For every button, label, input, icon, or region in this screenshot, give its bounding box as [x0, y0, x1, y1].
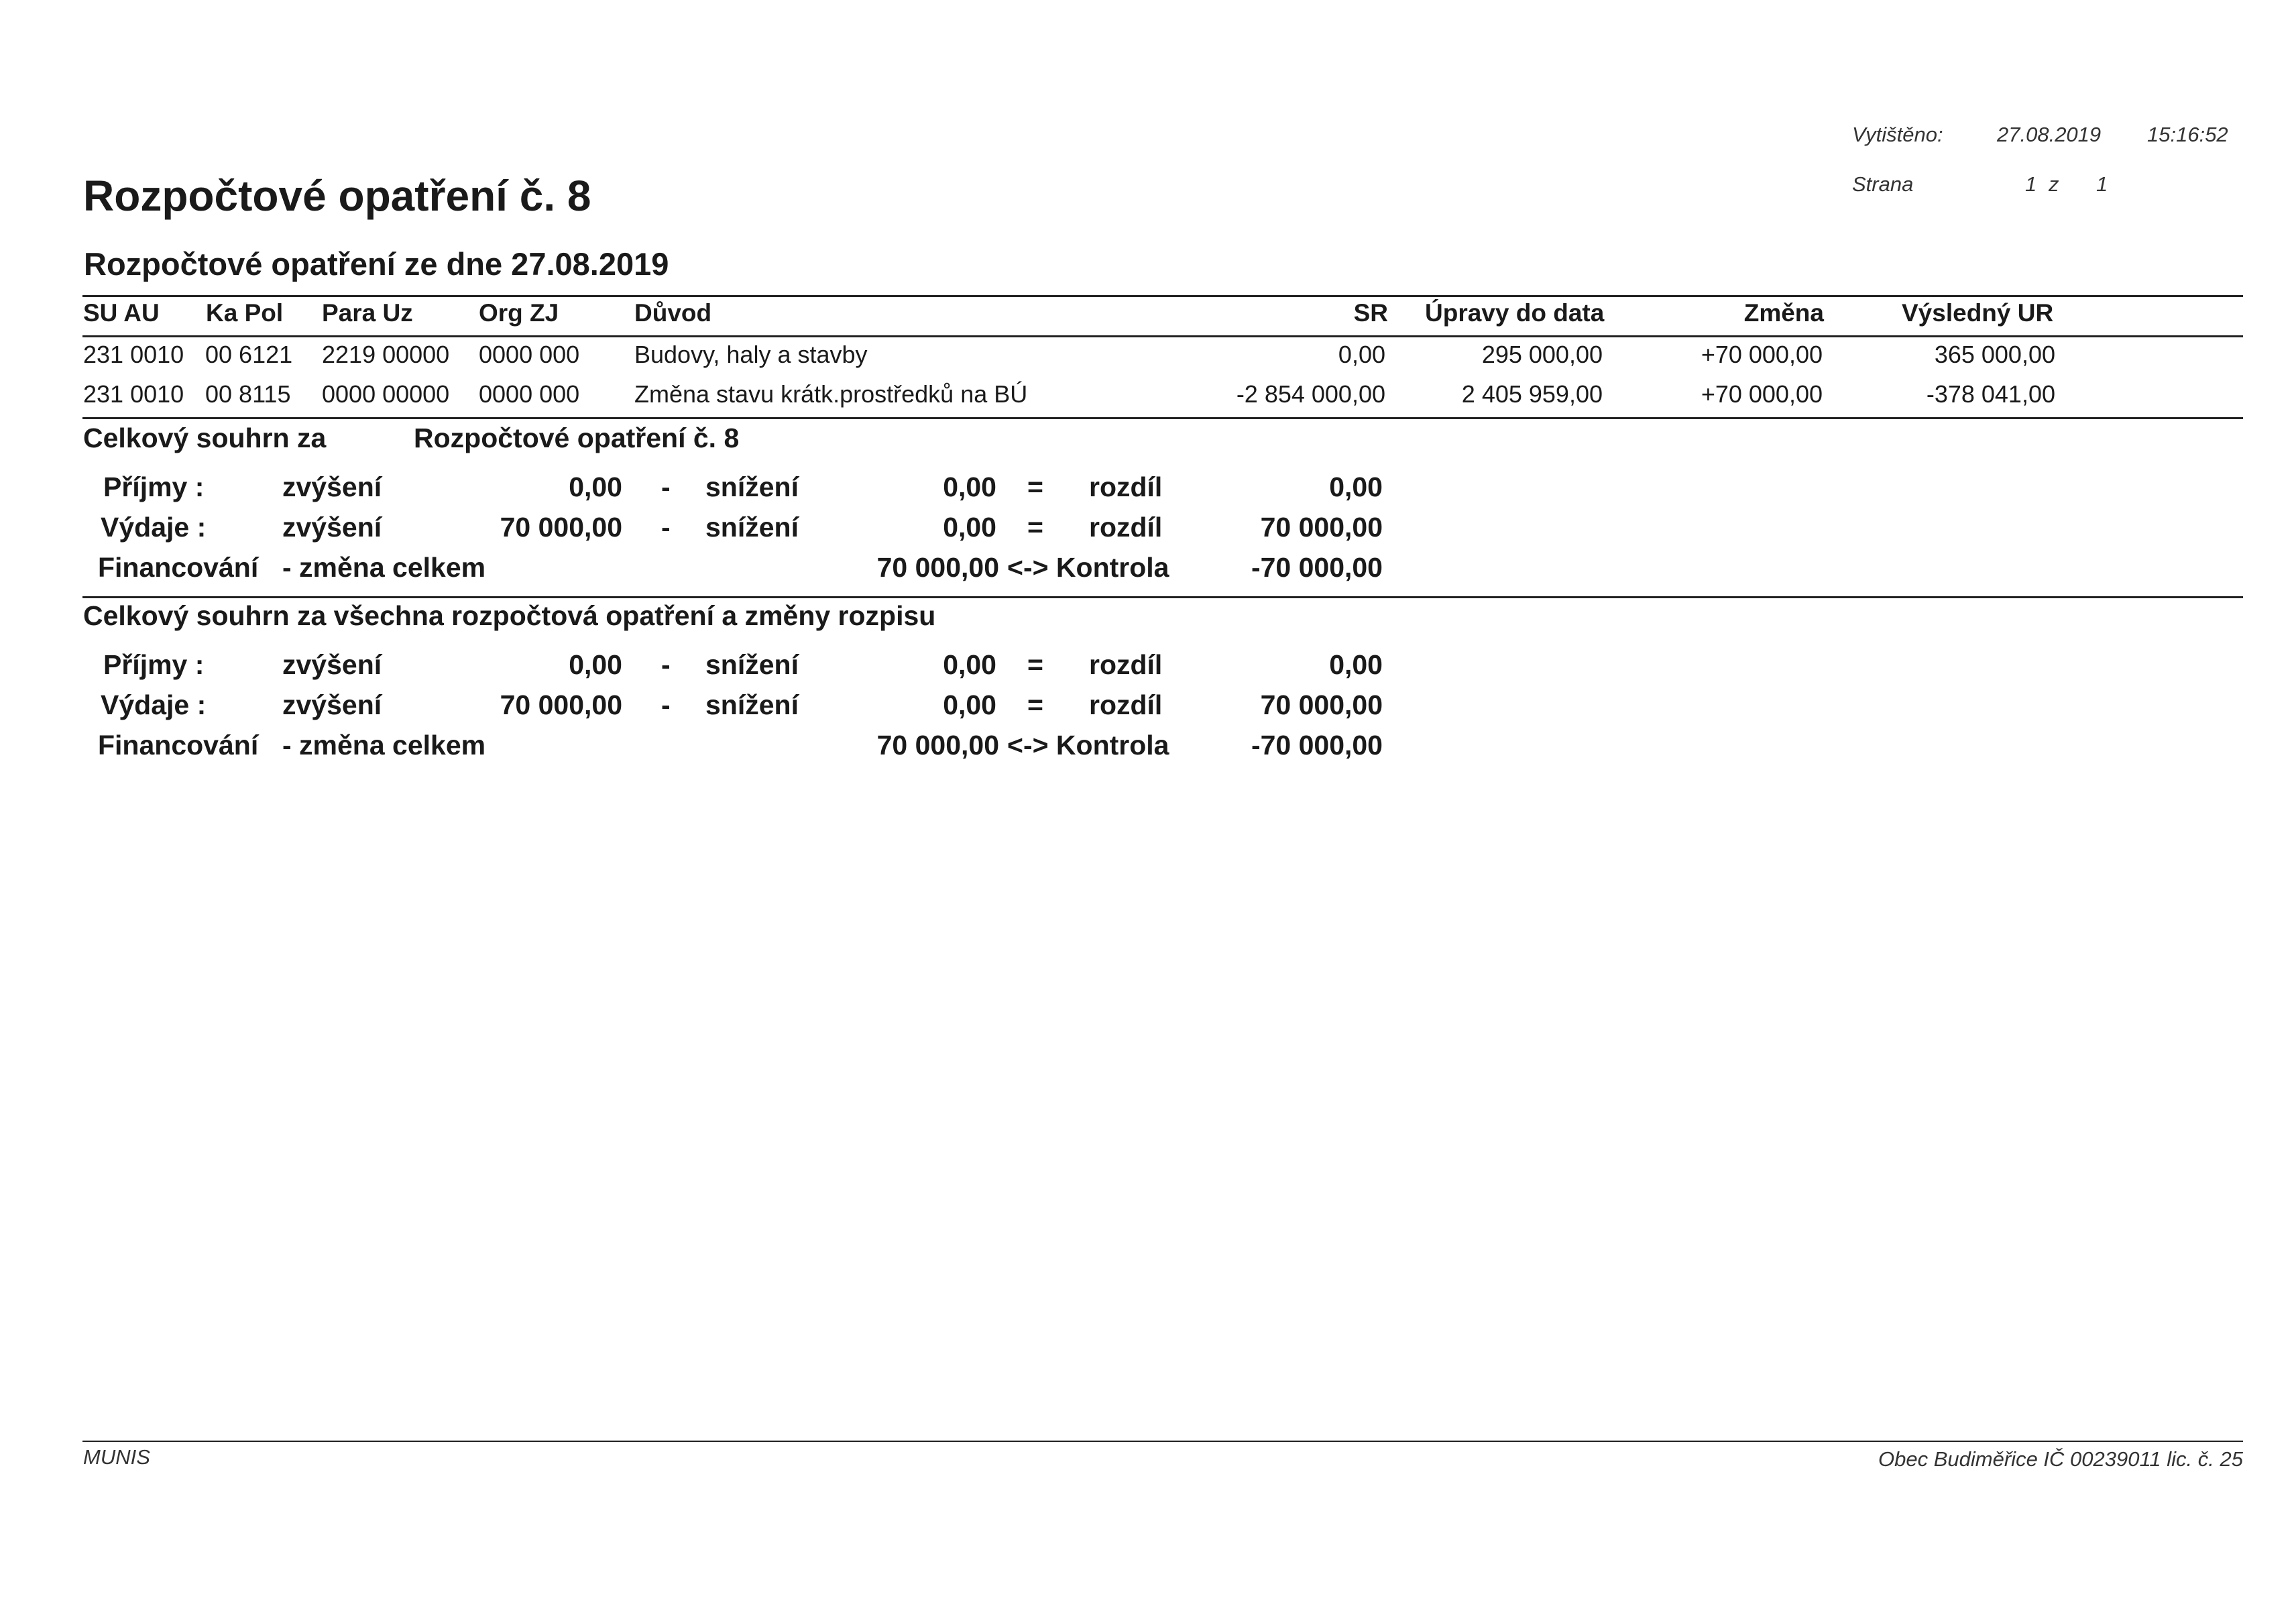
increase-label: zvýšení — [282, 689, 382, 720]
cell-para-uz: 2219 00000 — [322, 341, 450, 368]
page-subtitle: Rozpočtové opatření ze dne 27.08.2019 — [84, 246, 669, 282]
cell-su-au: 231 0010 — [83, 380, 184, 408]
col-header-sr: SR — [1353, 299, 1388, 327]
printed-time: 15:16:52 — [2147, 123, 2228, 146]
row-label: Výdaje : — [101, 689, 207, 720]
col-header-ka-pol: Ka Pol — [206, 299, 284, 327]
minus-sign: - — [661, 689, 671, 720]
decrease-value: 0,00 — [943, 649, 996, 680]
cell-duvod: Budovy, haly a stavby — [634, 341, 868, 368]
equals-sign: = — [1027, 471, 1043, 502]
difference-value: 70 000,00 — [1260, 689, 1383, 720]
row-label: Výdaje : — [101, 512, 207, 543]
increase-label: zvýšení — [282, 512, 382, 543]
row-label: Financování — [98, 730, 259, 761]
decrease-label: snížení — [705, 649, 799, 680]
page-sep: z — [2049, 172, 2059, 196]
printed-date: 27.08.2019 — [1997, 123, 2102, 146]
cell-duvod: Změna stavu krátk.prostředků na BÚ — [634, 380, 1028, 408]
table-top-rule — [82, 295, 2243, 297]
table-header-rule — [82, 335, 2243, 337]
decrease-value: 0,00 — [943, 471, 996, 502]
minus-sign: - — [661, 471, 671, 502]
col-header-zmena: Změna — [1743, 299, 1824, 327]
col-header-duvod: Důvod — [634, 299, 712, 327]
decrease-label: snížení — [705, 471, 799, 502]
table-bottom-rule — [82, 417, 2243, 419]
difference-label: rozdíl — [1089, 689, 1163, 720]
cell-vysledny: 365 000,00 — [1934, 341, 2055, 368]
cell-vysledny: -378 041,00 — [1926, 380, 2055, 408]
minus-sign: - — [661, 649, 671, 680]
summary-all-label: Celkový souhrn za všechna rozpočtová opatření a změny rozpisu — [83, 600, 936, 631]
cell-org-zj: 0000 000 — [479, 380, 580, 408]
difference-value: 0,00 — [1329, 649, 1383, 680]
cell-ka-pol: 00 8115 — [205, 380, 291, 408]
kontrola-value: -70 000,00 — [1251, 552, 1383, 583]
minus-sign: - — [661, 512, 671, 543]
row-label: Příjmy : — [103, 649, 205, 680]
increase-value: 70 000,00 — [500, 689, 622, 720]
cell-zmena: +70 000,00 — [1701, 341, 1823, 368]
col-header-upravy: Úpravy do data — [1425, 299, 1605, 327]
page-current: 1 — [2025, 172, 2037, 196]
equals-sign: = — [1027, 512, 1043, 543]
difference-label: rozdíl — [1089, 512, 1163, 543]
col-header-su-au: SU AU — [83, 299, 160, 327]
footer-software: MUNIS — [83, 1445, 150, 1469]
footer-organization: Obec Budiměřice IČ 00239011 lic. č. 25 — [1878, 1447, 2243, 1471]
increase-value: 0,00 — [569, 649, 622, 680]
cell-zmena: +70 000,00 — [1701, 380, 1823, 408]
increase-value: 0,00 — [569, 471, 622, 502]
col-header-org-zj: Org ZJ — [479, 299, 559, 327]
footer-rule — [82, 1441, 2243, 1442]
increase-label: zvýšení — [282, 471, 382, 502]
decrease-label: snížení — [705, 512, 799, 543]
decrease-value: 0,00 — [943, 689, 996, 720]
page-total: 1 — [2096, 172, 2108, 196]
kontrola-label: <-> Kontrola — [1007, 552, 1169, 583]
increase-value: 70 000,00 — [500, 512, 622, 543]
cell-sr: -2 854 000,00 — [1236, 380, 1385, 408]
equals-sign: = — [1027, 689, 1043, 720]
row-label: Financování — [98, 552, 259, 583]
page-label: Strana — [1852, 172, 1914, 196]
financing-value: 70 000,00 — [876, 730, 999, 761]
financing-value: 70 000,00 — [876, 552, 999, 583]
printed-label: Vytištěno: — [1852, 123, 1943, 146]
summary-divider-rule — [82, 596, 2243, 598]
col-header-para-uz: Para Uz — [322, 299, 413, 327]
kontrola-value: -70 000,00 — [1251, 730, 1383, 761]
financing-desc: - změna celkem — [282, 552, 486, 583]
summary-name: Rozpočtové opatření č. 8 — [414, 423, 740, 453]
cell-su-au: 231 0010 — [83, 341, 184, 368]
cell-upravy: 2 405 959,00 — [1461, 380, 1603, 408]
summary-label: Celkový souhrn za — [83, 423, 327, 453]
cell-para-uz: 0000 00000 — [322, 380, 450, 408]
equals-sign: = — [1027, 649, 1043, 680]
cell-sr: 0,00 — [1338, 341, 1385, 368]
difference-label: rozdíl — [1089, 649, 1163, 680]
increase-label: zvýšení — [282, 649, 382, 680]
cell-org-zj: 0000 000 — [479, 341, 580, 368]
col-header-vysledny: Výsledný UR — [1902, 299, 2054, 327]
financing-desc: - změna celkem — [282, 730, 486, 761]
kontrola-label: <-> Kontrola — [1007, 730, 1169, 761]
cell-ka-pol: 00 6121 — [205, 341, 293, 368]
difference-value: 70 000,00 — [1260, 512, 1383, 543]
decrease-value: 0,00 — [943, 512, 996, 543]
decrease-label: snížení — [705, 689, 799, 720]
difference-value: 0,00 — [1329, 471, 1383, 502]
cell-upravy: 295 000,00 — [1481, 341, 1603, 368]
page-title: Rozpočtové opatření č. 8 — [83, 172, 591, 220]
row-label: Příjmy : — [103, 471, 205, 502]
difference-label: rozdíl — [1089, 471, 1163, 502]
